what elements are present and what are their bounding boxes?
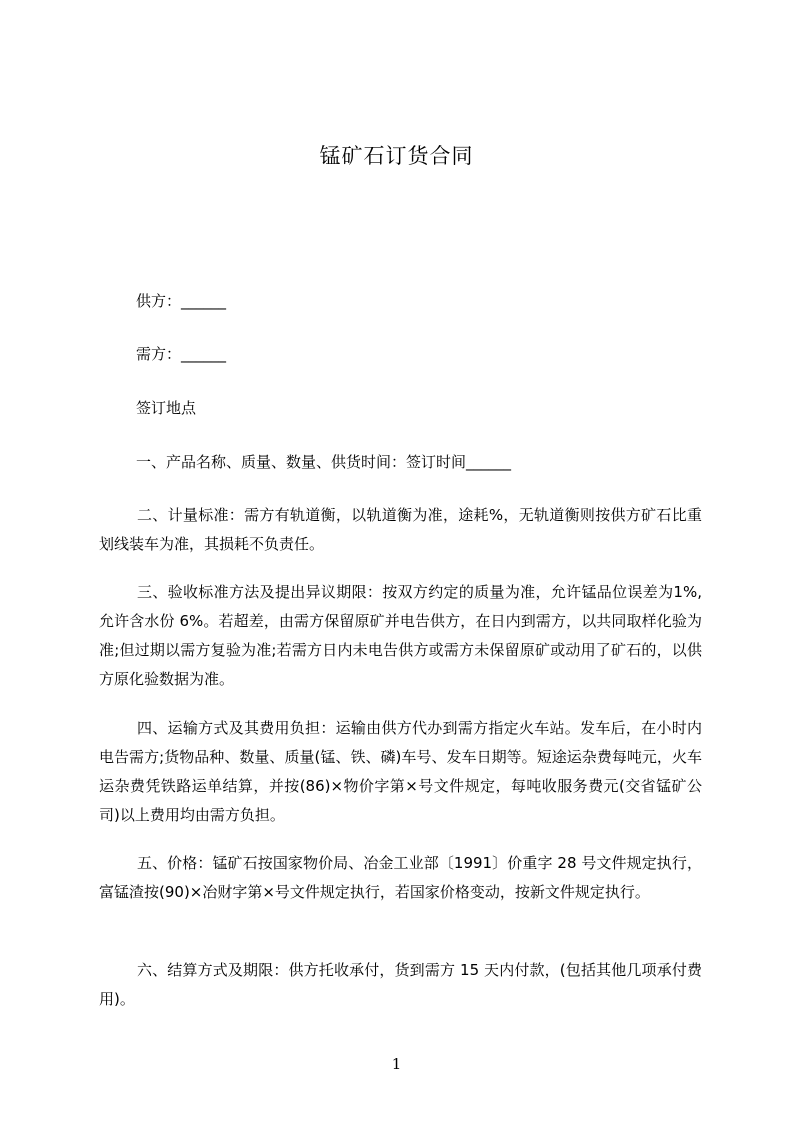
clause-4: 四、运输方式及其费用负担：运输由供方代办到需方指定火车站。发车后，在小时内电告需方;货物品种、数量、质量(锰、铁、磷)车号、发车日期等。短途运杂费每吨元，火车运杂费凭铁路运单结算，并按(86)×物价字第×号文件规定，每吨收服务费元(交省锰矿公司)以上费用均由需方负担。: [99, 719, 702, 824]
clause-1: 一、产品名称、质量、数量、供货时间：签订时间______: [136, 453, 512, 471]
document-title: 锰矿石订货合同: [319, 144, 474, 168]
page-number: 1: [391, 1055, 402, 1073]
clause-5: 五、价格：锰矿石按国家物价局、冶金工业部〔1991〕价重字 28 号文件规定执行，富锰渣按(90)×冶财字第×号文件规定执行，若国家价格变动，按新文件规定执行。: [99, 854, 702, 901]
clause-2: 二、计量标准：需方有轨道衡，以轨道衡为准，途耗%，无轨道衡则按供方矿石比重划线装车为准，其损耗不负责任。: [99, 506, 702, 553]
supplier-line: 供方：______: [136, 292, 227, 310]
sign-place-line: 签订地点: [136, 399, 197, 417]
clause-6: 六、结算方式及期限：供方托收承付，货到需方 15 天内付款，(包括其他几项承付费用)。: [99, 961, 702, 1008]
clause-3: 三、验收标准方法及提出异议期限：按双方约定的质量为准，允许锰品位误差为1%,允许含水份 6%。若超差，由需方保留原矿并电告供方，在日内到需方，以共同取样化验为准;但过期以需方复验为准;若需方日内未电告供方或需方未保留原矿或动用了矿石的，以供方原化验数据为准。: [99, 583, 702, 688]
buyer-line: 需方：______: [136, 345, 227, 363]
